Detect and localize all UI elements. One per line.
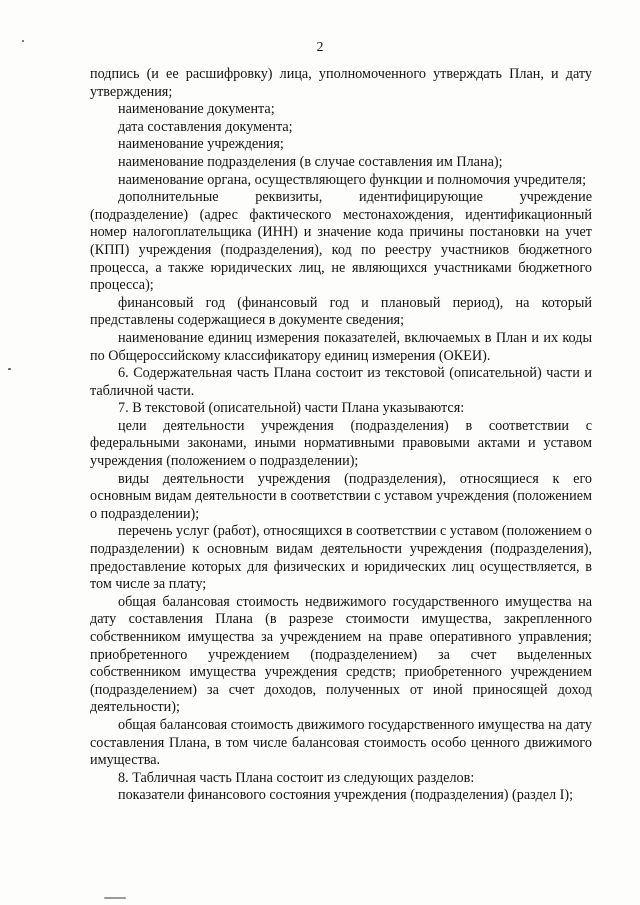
scan-speck [8, 368, 11, 370]
paragraph: 8. Табличная часть Плана состоит из следующих разделов: [118, 769, 475, 786]
paragraph: 6. Содержательная часть Плана состоит из текстовой (описательной) части и табличной части. [90, 365, 592, 399]
page-number: 2 [316, 40, 324, 55]
paragraph: 7. В текстовой (описательной) части Плана указываются: [118, 400, 465, 417]
paragraph: виды деятельности учреждения (подразделения), относящиеся к его основным видам деятельности в соответствии с уставом учреждения (положением о подразделении); [90, 470, 592, 522]
document-body [90, 66, 592, 805]
scan-speck [22, 40, 24, 42]
paragraph: подпись (и ее расшифровку) лица, уполномоченного утверждать План, и дату утверждения; [90, 66, 592, 100]
paragraph: наименование документа; [118, 101, 275, 118]
paragraph: дата составления документа; [118, 118, 293, 135]
paragraph: наименование подразделения (в случае составления им Плана); [118, 153, 503, 170]
paragraph: наименование учреждения; [118, 136, 284, 153]
paragraph: общая балансовая стоимость недвижимого государственного имущества на дату составления Плана (в разрезе стоимости имущества, закрепленного собственником имущества за учреждением на праве оперативного управления; приобретенного учреждением (подразделением) за счет выделенных собственником имущества учреждения средств; приобретенного учреждением (подразделением) за счет доходов, полученных от иной приносящей доход деятельности); [90, 593, 592, 716]
paragraph: финансовый год (финансовый год и плановый период), на который представлены содержащиеся в документе сведения; [90, 294, 592, 329]
paragraph: цели деятельности учреждения (подразделения) в соответствии с федеральными законами, иными нормативными правовыми актами и уставом учреждения (положением о подразделении); [90, 417, 592, 470]
paragraph: общая балансовая стоимость движимого государственного имущества на дату составления Плана, в том числе балансовая стоимость особо ценного движимого имущества. [90, 716, 592, 769]
paragraph: показатели финансового состояния учреждения (подразделения) (раздел I); [118, 787, 574, 804]
paragraph: наименование органа, осуществляющего функции и полномочия учредителя; [118, 171, 587, 188]
paragraph: перечень услуг (работ), относящихся в соответствии с уставом (положением о подразделении) к основным видам деятельности учреждения (подразделения), предоставление которых для физических и юридических лиц осуществляется, в том числе за плату; [90, 523, 592, 593]
paragraph: наименование единиц измерения показателей, включаемых в План и их коды по Общероссийскому классификатору единиц измерения (ОКЕИ). [90, 329, 592, 364]
scan-speck [104, 897, 126, 899]
paragraph: дополнительные реквизиты, идентифицирующие учреждение (подразделение) (адрес фактического местонахождения, идентификационный номер налогоплательщика (ИНН) и значение кода причины постановки на учет (КПП) учреждения (подразделения), код по реестру участников бюджетного процесса, а также юридических лиц, не являющихся участниками бюджетного процесса); [90, 189, 592, 294]
